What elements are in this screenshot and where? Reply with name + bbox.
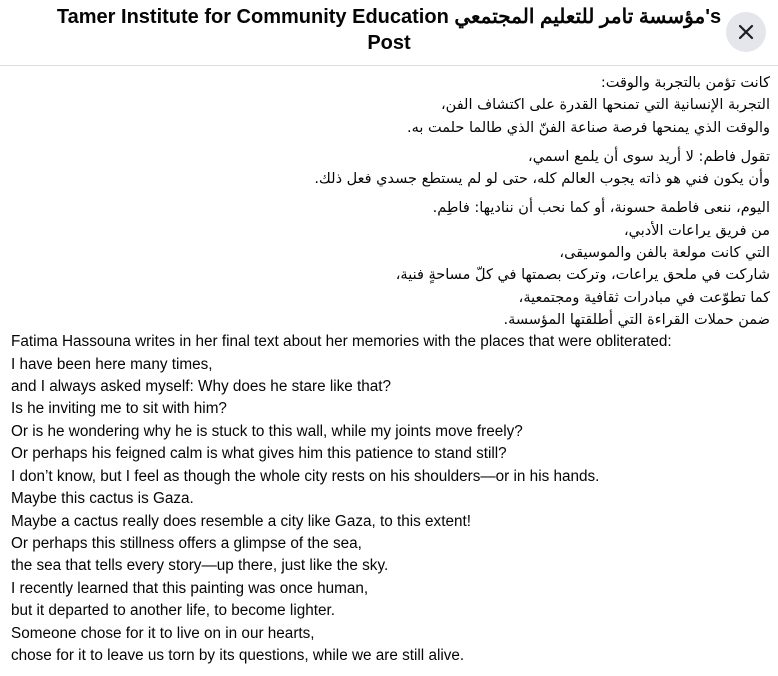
arabic-line: وأن يكون فني هو ذاته يجوب العالم كله، حتى لو لم يستطع جسدي فعل ذلك.	[314, 171, 770, 188]
arabic-line: كما تطوّعت في مبادرات ثقافية ومجتمعية،	[518, 289, 770, 306]
english-line: Is he inviting me to sit with him?	[11, 400, 227, 418]
english-line: I don’t know, but I feel as though the whole city rests on his shoulders—or in his hands.	[11, 467, 600, 485]
arabic-line: شاركت في ملحق يراعات، وتركت بصمتها في كلّ مساحةٍ فنية،	[395, 267, 770, 284]
arabic-line: تقول فاطم: لا أريد سوى أن يلمع اسمي،	[528, 148, 770, 165]
english-line: and I always asked myself: Why does he stare like that?	[11, 378, 392, 396]
english-line: Or is he wondering why he is stuck to this wall, while my joints move freely?	[11, 422, 523, 440]
arabic-line: كانت تؤمن بالتجربة والوقت:	[600, 75, 770, 91]
close-icon	[736, 22, 756, 42]
arabic-line: والوقت الذي يمنحها فرصة صناعة الفنّ الذي طالما حلمت به.	[406, 119, 770, 136]
english-line: Or perhaps his feigned calm is what gives him this patience to stand still?	[11, 445, 507, 463]
post-body	[0, 66, 778, 676]
english-line: Maybe this cactus is Gaza.	[11, 490, 194, 508]
dialog-title: Tamer Institute for Community Education مؤسسة تامر للتعليم المجتمعي's Post	[56, 6, 722, 54]
english-line: Fatima Hassouna writes in her final text about her memories with the places that were obliterated:	[11, 333, 672, 351]
english-line: Maybe a cactus really does resemble a city like Gaza, to this extent!	[11, 512, 471, 530]
english-line: Or perhaps this stillness offers a glimpse of the sea,	[11, 534, 362, 552]
arabic-line: ضمن حملات القراءة التي أطلقتها المؤسسة.	[503, 311, 770, 328]
english-line: I have been here many times,	[11, 355, 213, 373]
arabic-line: التجربة الإنسانية التي تمنحها القدرة على اكتشاف الفن،	[440, 97, 770, 114]
post-dialog-header	[0, 0, 778, 66]
english-line: chose for it to leave us torn by its questions, while we are still alive.	[11, 646, 465, 664]
english-line: Someone chose for it to live on in our hearts,	[11, 624, 315, 642]
arabic-line: التي كانت مولعة بالفن والموسيقى،	[559, 245, 770, 262]
english-line: the sea that tells every story—up there, just like the sky.	[11, 557, 389, 575]
arabic-line: من فريق يراعات الأدبي،	[623, 222, 770, 239]
english-text-block	[0, 331, 778, 667]
arabic-paragraph	[8, 197, 770, 331]
english-line: I recently learned that this painting was once human,	[11, 579, 369, 597]
arabic-line: اليوم، ننعى فاطمة حسونة، أو كما نحب أن نناديها: فاطِم.	[432, 200, 770, 217]
arabic-text-block	[0, 66, 778, 331]
close-button[interactable]	[726, 12, 766, 52]
english-line: but it departed to another life, to become lighter.	[11, 602, 335, 620]
arabic-paragraph	[8, 146, 770, 191]
arabic-paragraph	[8, 72, 770, 139]
